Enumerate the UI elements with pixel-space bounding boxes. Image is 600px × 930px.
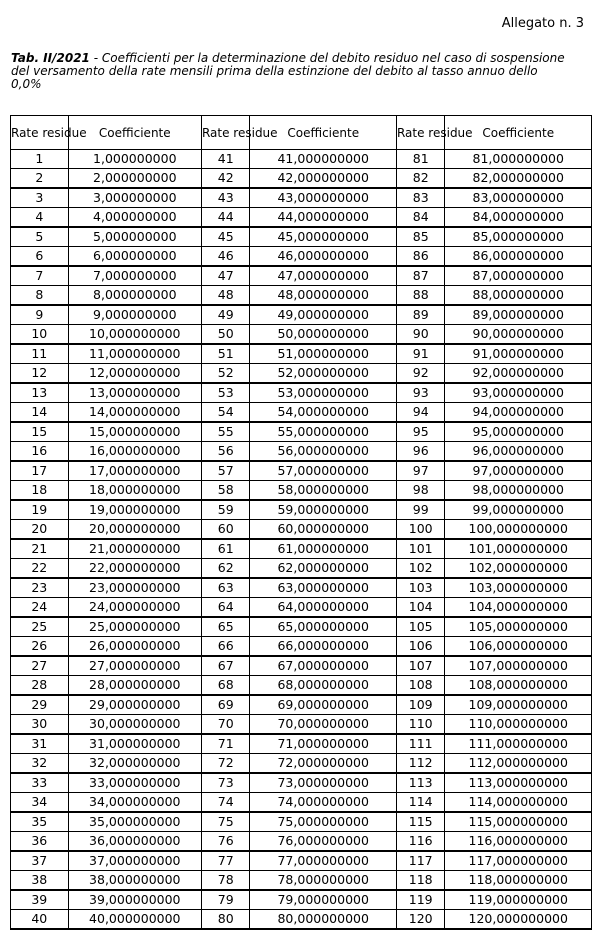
- rate-residue-cell: 15: [11, 422, 69, 442]
- coefficient-cell: 103,000000000: [445, 578, 592, 598]
- rate-residue-cell: 47: [201, 266, 250, 286]
- table-caption: [11, 52, 571, 91]
- rate-residue-cell: 30: [11, 715, 69, 735]
- coefficient-cell: 30,000000000: [68, 715, 201, 735]
- rate-residue-cell: 77: [201, 851, 250, 871]
- coefficient-cell: 110,000000000: [445, 715, 592, 735]
- rate-residue-cell: 37: [11, 851, 69, 871]
- coefficient-cell: 69,000000000: [250, 695, 397, 715]
- rate-residue-cell: 7: [11, 266, 69, 286]
- coefficient-cell: 115,000000000: [445, 812, 592, 832]
- rate-residue-cell: 70: [201, 715, 250, 735]
- column-header-rate-residue: Rate residue: [396, 116, 445, 150]
- rate-residue-cell: 40: [11, 910, 69, 930]
- rate-residue-cell: 94: [396, 403, 445, 423]
- rate-residue-cell: 43: [201, 188, 250, 208]
- coefficient-cell: 99,000000000: [445, 500, 592, 520]
- coefficient-cell: 79,000000000: [250, 890, 397, 910]
- rate-residue-cell: 5: [11, 227, 69, 247]
- coefficients-table: [10, 115, 592, 930]
- coefficient-cell: 56,000000000: [250, 442, 397, 462]
- rate-residue-cell: 74: [201, 793, 250, 813]
- coefficient-cell: 118,000000000: [445, 871, 592, 891]
- rate-residue-cell: 104: [396, 598, 445, 618]
- coefficient-cell: 70,000000000: [250, 715, 397, 735]
- coefficient-cell: 22,000000000: [68, 559, 201, 579]
- rate-residue-cell: 95: [396, 422, 445, 442]
- coefficient-cell: 68,000000000: [250, 676, 397, 696]
- coefficient-cell: 104,000000000: [445, 598, 592, 618]
- coefficient-cell: 4,000000000: [68, 208, 201, 228]
- table-caption-label: Tab. II/2021: [11, 51, 90, 65]
- coefficient-cell: 1,000000000: [68, 150, 201, 169]
- coefficient-cell: 24,000000000: [68, 598, 201, 618]
- coefficient-cell: 96,000000000: [445, 442, 592, 462]
- rate-residue-cell: 62: [201, 559, 250, 579]
- coefficient-cell: 98,000000000: [445, 481, 592, 501]
- coefficient-cell: 52,000000000: [250, 364, 397, 384]
- attachment-number: Allegato n. 3: [501, 16, 584, 31]
- rate-residue-cell: 51: [201, 344, 250, 364]
- rate-residue-cell: 16: [11, 442, 69, 462]
- rate-residue-cell: 110: [396, 715, 445, 735]
- coefficient-cell: 54,000000000: [250, 403, 397, 423]
- rate-residue-cell: 36: [11, 832, 69, 852]
- rate-residue-cell: 65: [201, 617, 250, 637]
- rate-residue-cell: 1: [11, 150, 69, 169]
- table-caption-text: - Coefficienti per la determinazione del debito residuo nel caso di sospensione del versamento della rate mensili prima della estinzione del debito al tasso annuo dello 0,0%: [11, 51, 565, 91]
- coefficient-cell: 57,000000000: [250, 461, 397, 481]
- rate-residue-cell: 45: [201, 227, 250, 247]
- coefficient-cell: 38,000000000: [68, 871, 201, 891]
- rate-residue-cell: 113: [396, 773, 445, 793]
- rate-residue-cell: 100: [396, 520, 445, 540]
- rate-residue-cell: 85: [396, 227, 445, 247]
- rate-residue-cell: 72: [201, 754, 250, 774]
- rate-residue-cell: 46: [201, 247, 250, 267]
- coefficient-cell: 78,000000000: [250, 871, 397, 891]
- coefficient-cell: 42,000000000: [250, 169, 397, 189]
- rate-residue-cell: 61: [201, 539, 250, 559]
- coefficient-cell: 67,000000000: [250, 656, 397, 676]
- coefficient-cell: 45,000000000: [250, 227, 397, 247]
- coefficient-cell: 59,000000000: [250, 500, 397, 520]
- rate-residue-cell: 57: [201, 461, 250, 481]
- rate-residue-cell: 52: [201, 364, 250, 384]
- coefficient-cell: 86,000000000: [445, 247, 592, 267]
- table-row: [11, 305, 592, 325]
- column-header-rate-residue: Rate residue: [201, 116, 250, 150]
- rate-residue-cell: 42: [201, 169, 250, 189]
- rate-residue-cell: 69: [201, 695, 250, 715]
- coefficient-cell: 108,000000000: [445, 676, 592, 696]
- coefficient-cell: 102,000000000: [445, 559, 592, 579]
- rate-residue-cell: 2: [11, 169, 69, 189]
- coefficient-cell: 90,000000000: [445, 325, 592, 345]
- rate-residue-cell: 75: [201, 812, 250, 832]
- coefficient-cell: 116,000000000: [445, 832, 592, 852]
- rate-residue-cell: 54: [201, 403, 250, 423]
- coefficient-cell: 49,000000000: [250, 305, 397, 325]
- coefficient-cell: 3,000000000: [68, 188, 201, 208]
- rate-residue-cell: 89: [396, 305, 445, 325]
- rate-residue-cell: 38: [11, 871, 69, 891]
- table-row: [11, 344, 592, 364]
- rate-residue-cell: 56: [201, 442, 250, 462]
- rate-residue-cell: 107: [396, 656, 445, 676]
- rate-residue-cell: 55: [201, 422, 250, 442]
- coefficient-cell: 84,000000000: [445, 208, 592, 228]
- coefficient-cell: 17,000000000: [68, 461, 201, 481]
- rate-residue-cell: 112: [396, 754, 445, 774]
- table-row: [11, 578, 592, 598]
- rate-residue-cell: 86: [396, 247, 445, 267]
- rate-residue-cell: 3: [11, 188, 69, 208]
- rate-residue-cell: 33: [11, 773, 69, 793]
- coefficient-cell: 6,000000000: [68, 247, 201, 267]
- rate-residue-cell: 31: [11, 734, 69, 754]
- table-row: [11, 383, 592, 403]
- coefficient-cell: 12,000000000: [68, 364, 201, 384]
- rate-residue-cell: 115: [396, 812, 445, 832]
- rate-residue-cell: 116: [396, 832, 445, 852]
- coefficient-cell: 88,000000000: [445, 286, 592, 306]
- table-row: [11, 773, 592, 793]
- coefficient-cell: 83,000000000: [445, 188, 592, 208]
- rate-residue-cell: 49: [201, 305, 250, 325]
- coefficient-cell: 94,000000000: [445, 403, 592, 423]
- coefficient-cell: 28,000000000: [68, 676, 201, 696]
- rate-residue-cell: 8: [11, 286, 69, 306]
- table-row: [11, 208, 592, 228]
- coefficient-cell: 119,000000000: [445, 890, 592, 910]
- coefficient-cell: 107,000000000: [445, 656, 592, 676]
- table-row: [11, 150, 592, 169]
- coefficient-cell: 47,000000000: [250, 266, 397, 286]
- coefficient-cell: 11,000000000: [68, 344, 201, 364]
- coefficient-cell: 39,000000000: [68, 890, 201, 910]
- coefficient-cell: 13,000000000: [68, 383, 201, 403]
- coefficient-cell: 40,000000000: [68, 910, 201, 930]
- coefficient-cell: 81,000000000: [445, 150, 592, 169]
- coefficient-cell: 77,000000000: [250, 851, 397, 871]
- rate-residue-cell: 76: [201, 832, 250, 852]
- coefficient-cell: 106,000000000: [445, 637, 592, 657]
- coefficient-cell: 50,000000000: [250, 325, 397, 345]
- rate-residue-cell: 23: [11, 578, 69, 598]
- rate-residue-cell: 99: [396, 500, 445, 520]
- coefficient-cell: 85,000000000: [445, 227, 592, 247]
- table-row: [11, 266, 592, 286]
- table-row: [11, 793, 592, 813]
- rate-residue-cell: 84: [396, 208, 445, 228]
- coefficient-cell: 101,000000000: [445, 539, 592, 559]
- rate-residue-cell: 17: [11, 461, 69, 481]
- rate-residue-cell: 24: [11, 598, 69, 618]
- rate-residue-cell: 78: [201, 871, 250, 891]
- table-row: [11, 617, 592, 637]
- coefficient-cell: 73,000000000: [250, 773, 397, 793]
- rate-residue-cell: 29: [11, 695, 69, 715]
- rate-residue-cell: 13: [11, 383, 69, 403]
- rate-residue-cell: 119: [396, 890, 445, 910]
- rate-residue-cell: 53: [201, 383, 250, 403]
- coefficient-cell: 91,000000000: [445, 344, 592, 364]
- rate-residue-cell: 21: [11, 539, 69, 559]
- table-row: [11, 754, 592, 774]
- coefficient-cell: 82,000000000: [445, 169, 592, 189]
- coefficient-cell: 80,000000000: [250, 910, 397, 930]
- coefficient-cell: 36,000000000: [68, 832, 201, 852]
- table-row: [11, 227, 592, 247]
- coefficient-cell: 27,000000000: [68, 656, 201, 676]
- table-row: [11, 695, 592, 715]
- rate-residue-cell: 58: [201, 481, 250, 501]
- coefficient-cell: 95,000000000: [445, 422, 592, 442]
- rate-residue-cell: 103: [396, 578, 445, 598]
- rate-residue-cell: 28: [11, 676, 69, 696]
- rate-residue-cell: 27: [11, 656, 69, 676]
- coefficient-cell: 53,000000000: [250, 383, 397, 403]
- rate-residue-cell: 91: [396, 344, 445, 364]
- table-row: [11, 422, 592, 442]
- rate-residue-cell: 102: [396, 559, 445, 579]
- rate-residue-cell: 120: [396, 910, 445, 930]
- coefficient-cell: 111,000000000: [445, 734, 592, 754]
- table-row: [11, 637, 592, 657]
- table-row: [11, 890, 592, 910]
- coefficient-cell: 44,000000000: [250, 208, 397, 228]
- coefficient-cell: 62,000000000: [250, 559, 397, 579]
- coefficient-cell: 43,000000000: [250, 188, 397, 208]
- coefficient-cell: 66,000000000: [250, 637, 397, 657]
- coefficient-cell: 113,000000000: [445, 773, 592, 793]
- coefficient-cell: 23,000000000: [68, 578, 201, 598]
- coefficient-cell: 58,000000000: [250, 481, 397, 501]
- rate-residue-cell: 68: [201, 676, 250, 696]
- table-row: [11, 539, 592, 559]
- coefficient-cell: 2,000000000: [68, 169, 201, 189]
- coefficient-cell: 93,000000000: [445, 383, 592, 403]
- table-row: [11, 364, 592, 384]
- coefficient-cell: 29,000000000: [68, 695, 201, 715]
- coefficient-cell: 8,000000000: [68, 286, 201, 306]
- table-row: [11, 676, 592, 696]
- table-row: [11, 403, 592, 423]
- rate-residue-cell: 34: [11, 793, 69, 813]
- coefficient-cell: 97,000000000: [445, 461, 592, 481]
- table-row: [11, 871, 592, 891]
- table-body: [11, 150, 592, 930]
- coefficient-cell: 64,000000000: [250, 598, 397, 618]
- rate-residue-cell: 41: [201, 150, 250, 169]
- rate-residue-cell: 73: [201, 773, 250, 793]
- rate-residue-cell: 18: [11, 481, 69, 501]
- rate-residue-cell: 98: [396, 481, 445, 501]
- rate-residue-cell: 92: [396, 364, 445, 384]
- table-row: [11, 247, 592, 267]
- table-row: [11, 169, 592, 189]
- rate-residue-cell: 44: [201, 208, 250, 228]
- rate-residue-cell: 97: [396, 461, 445, 481]
- table-row: [11, 910, 592, 930]
- coefficient-cell: 33,000000000: [68, 773, 201, 793]
- rate-residue-cell: 10: [11, 325, 69, 345]
- table-row: [11, 851, 592, 871]
- coefficient-cell: 61,000000000: [250, 539, 397, 559]
- table-row: [11, 500, 592, 520]
- coefficient-cell: 25,000000000: [68, 617, 201, 637]
- rate-residue-cell: 109: [396, 695, 445, 715]
- rate-residue-cell: 90: [396, 325, 445, 345]
- coefficient-cell: 76,000000000: [250, 832, 397, 852]
- coefficient-cell: 21,000000000: [68, 539, 201, 559]
- coefficient-cell: 63,000000000: [250, 578, 397, 598]
- rate-residue-cell: 96: [396, 442, 445, 462]
- coefficient-cell: 105,000000000: [445, 617, 592, 637]
- column-header-coefficient: Coefficiente: [68, 116, 201, 150]
- table-header-row: [11, 116, 592, 150]
- table-row: [11, 656, 592, 676]
- table-row: [11, 559, 592, 579]
- coefficient-cell: 92,000000000: [445, 364, 592, 384]
- coefficient-cell: 37,000000000: [68, 851, 201, 871]
- coefficient-cell: 31,000000000: [68, 734, 201, 754]
- rate-residue-cell: 105: [396, 617, 445, 637]
- rate-residue-cell: 63: [201, 578, 250, 598]
- rate-residue-cell: 81: [396, 150, 445, 169]
- coefficient-cell: 89,000000000: [445, 305, 592, 325]
- coefficient-cell: 65,000000000: [250, 617, 397, 637]
- rate-residue-cell: 25: [11, 617, 69, 637]
- table-row: [11, 734, 592, 754]
- rate-residue-cell: 80: [201, 910, 250, 930]
- coefficient-cell: 32,000000000: [68, 754, 201, 774]
- coefficient-cell: 10,000000000: [68, 325, 201, 345]
- rate-residue-cell: 117: [396, 851, 445, 871]
- coefficient-cell: 9,000000000: [68, 305, 201, 325]
- rate-residue-cell: 111: [396, 734, 445, 754]
- coefficient-cell: 41,000000000: [250, 150, 397, 169]
- rate-residue-cell: 59: [201, 500, 250, 520]
- rate-residue-cell: 114: [396, 793, 445, 813]
- coefficient-cell: 71,000000000: [250, 734, 397, 754]
- table-row: [11, 520, 592, 540]
- coefficient-cell: 72,000000000: [250, 754, 397, 774]
- rate-residue-cell: 4: [11, 208, 69, 228]
- coefficient-cell: 51,000000000: [250, 344, 397, 364]
- coefficient-cell: 7,000000000: [68, 266, 201, 286]
- coefficient-cell: 15,000000000: [68, 422, 201, 442]
- coefficient-cell: 114,000000000: [445, 793, 592, 813]
- coefficient-cell: 117,000000000: [445, 851, 592, 871]
- rate-residue-cell: 32: [11, 754, 69, 774]
- rate-residue-cell: 108: [396, 676, 445, 696]
- rate-residue-cell: 67: [201, 656, 250, 676]
- coefficient-cell: 48,000000000: [250, 286, 397, 306]
- rate-residue-cell: 64: [201, 598, 250, 618]
- rate-residue-cell: 35: [11, 812, 69, 832]
- rate-residue-cell: 60: [201, 520, 250, 540]
- coefficient-cell: 16,000000000: [68, 442, 201, 462]
- rate-residue-cell: 79: [201, 890, 250, 910]
- coefficient-cell: 55,000000000: [250, 422, 397, 442]
- rate-residue-cell: 118: [396, 871, 445, 891]
- rate-residue-cell: 88: [396, 286, 445, 306]
- coefficient-cell: 120,000000000: [445, 910, 592, 930]
- table-row: [11, 325, 592, 345]
- column-header-coefficient: Coefficiente: [250, 116, 397, 150]
- coefficient-cell: 112,000000000: [445, 754, 592, 774]
- coefficient-cell: 5,000000000: [68, 227, 201, 247]
- coefficient-cell: 75,000000000: [250, 812, 397, 832]
- coefficient-cell: 74,000000000: [250, 793, 397, 813]
- rate-residue-cell: 71: [201, 734, 250, 754]
- coefficient-cell: 34,000000000: [68, 793, 201, 813]
- rate-residue-cell: 101: [396, 539, 445, 559]
- rate-residue-cell: 12: [11, 364, 69, 384]
- column-header-rate-residue: Rate residue: [11, 116, 69, 150]
- table-row: [11, 481, 592, 501]
- coefficient-cell: 18,000000000: [68, 481, 201, 501]
- rate-residue-cell: 66: [201, 637, 250, 657]
- rate-residue-cell: 20: [11, 520, 69, 540]
- coefficient-cell: 60,000000000: [250, 520, 397, 540]
- rate-residue-cell: 26: [11, 637, 69, 657]
- table-row: [11, 442, 592, 462]
- rate-residue-cell: 87: [396, 266, 445, 286]
- rate-residue-cell: 39: [11, 890, 69, 910]
- rate-residue-cell: 50: [201, 325, 250, 345]
- table-row: [11, 598, 592, 618]
- table-row: [11, 832, 592, 852]
- rate-residue-cell: 9: [11, 305, 69, 325]
- coefficient-cell: 109,000000000: [445, 695, 592, 715]
- rate-residue-cell: 93: [396, 383, 445, 403]
- rate-residue-cell: 14: [11, 403, 69, 423]
- rate-residue-cell: 22: [11, 559, 69, 579]
- rate-residue-cell: 48: [201, 286, 250, 306]
- table-row: [11, 286, 592, 306]
- coefficient-cell: 35,000000000: [68, 812, 201, 832]
- coefficient-cell: 46,000000000: [250, 247, 397, 267]
- rate-residue-cell: 106: [396, 637, 445, 657]
- rate-residue-cell: 83: [396, 188, 445, 208]
- table-row: [11, 188, 592, 208]
- coefficient-cell: 26,000000000: [68, 637, 201, 657]
- coefficient-cell: 14,000000000: [68, 403, 201, 423]
- rate-residue-cell: 82: [396, 169, 445, 189]
- coefficient-cell: 100,000000000: [445, 520, 592, 540]
- rate-residue-cell: 11: [11, 344, 69, 364]
- coefficient-cell: 20,000000000: [68, 520, 201, 540]
- rate-residue-cell: 6: [11, 247, 69, 267]
- rate-residue-cell: 19: [11, 500, 69, 520]
- column-header-coefficient: Coefficiente: [445, 116, 592, 150]
- table-row: [11, 812, 592, 832]
- table-row: [11, 461, 592, 481]
- table-row: [11, 715, 592, 735]
- coefficient-cell: 19,000000000: [68, 500, 201, 520]
- coefficient-cell: 87,000000000: [445, 266, 592, 286]
